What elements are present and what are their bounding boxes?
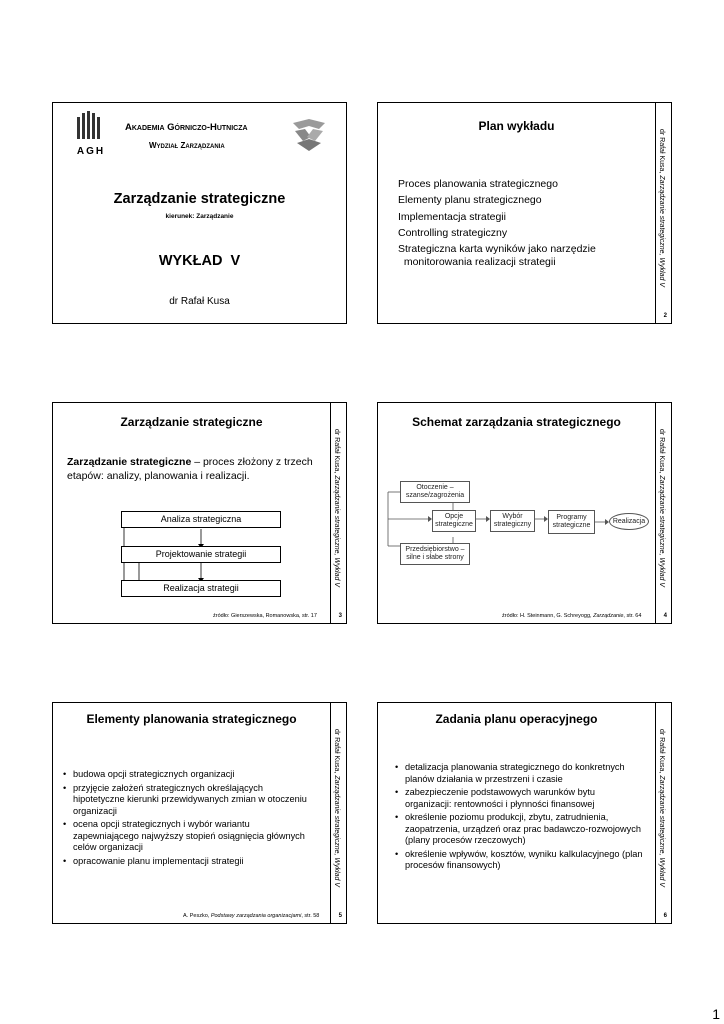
step-box: Projektowanie strategii [121,546,281,563]
slide-3 [52,402,347,624]
slide-sidebar [330,403,346,623]
slide-sidebar [330,703,346,923]
slide-2 [377,102,672,324]
slide-number: 3 [338,613,342,619]
slide-6 [377,702,672,924]
operational-plan-tasks-list [393,762,643,874]
planning-elements-list [61,769,311,869]
slide-4 [377,402,672,624]
plan-item: Elementy planu strategicznego [398,194,542,207]
slide-sidebar [655,103,671,323]
slide-title: Elementy planowania strategicznego [86,712,297,726]
slide-sidebar [655,703,671,923]
faculty-name: Wydział Zarządzania [149,141,225,150]
plan-item: Strategiczna karta wyników jako narzędzie [398,243,596,256]
slide-5 [52,702,347,924]
sidebar-text: dr Rafał Kusa, Zarządzanie strategiczne, Wykład V [658,429,665,587]
faculty-logo [289,117,329,153]
slide-title: Plan wykładu [478,119,555,133]
source-note: źródło: H. Steinmann, G. Schreyogg, Zarządzanie, str. 64 [502,613,642,619]
slide-1 [52,102,347,324]
faculty-emblem-icon [289,117,329,153]
list-item: • określenie wpływów, kosztów, wyniku kalkulacyjnego (plan procesów finansowych) [393,849,643,872]
list-item: • budowa opcji strategicznych organizacji [61,769,311,781]
course-subtitle: kierunek: Zarządzanie [165,213,234,220]
environment-box: Otoczenie – szanse/zagrożenia [400,481,470,503]
source-note: źródło: Gierszewska, Romanowska, str. 17 [213,613,317,619]
agh-logo-text: AGH [76,146,106,157]
slide-number: 2 [663,313,667,319]
lecture-number: WYKŁAD V [158,253,241,269]
programs-box: Programy strategiczne [548,510,595,534]
page-number: 1 [712,1006,720,1022]
slide-number: 5 [338,913,342,919]
slide-sidebar [655,403,671,623]
agh-emblem-icon [73,111,109,141]
course-title: Zarządzanie strategiczne [113,191,286,207]
sidebar-text: dr Rafał Kusa, Zarządzanie strategiczne, Wykład V [658,129,665,287]
list-item: • ocena opcji strategicznych i wybór wariantu zapewniającego najwyższy stopień osiągnięcia głównych celów organizacji [61,819,311,854]
slide-description: Zarządzanie strategiczne – proces złożony z trzech etapów: analizy, planowania i realizacji. [67,456,313,482]
slide-title: Zadania planu operacyjnego [435,712,598,726]
author-name: dr Rafał Kusa [169,296,230,307]
agh-logo [73,111,109,157]
sidebar-text: dr Rafał Kusa, Zarządzanie strategiczne, Wykład V [658,729,665,887]
sidebar-text: dr Rafał Kusa, Zarządzanie strategiczne, Wykład V [333,429,340,587]
sidebar-text: dr Rafał Kusa, Zarządzanie strategiczne, Wykład V [333,729,340,887]
realization-oval: Realizacja [609,513,649,530]
source-note: A. Peszko, Podstawy zarządzania organizacjami, str. 58 [183,913,320,919]
lecture-plan-list [398,176,596,267]
university-name: Akademia Górniczo-Hutnicza [125,122,248,133]
list-item: • opracowanie planu implementacji strategii [61,856,311,868]
plan-item: monitorowania realizacji strategii [398,256,556,269]
list-item: • określenie poziomu produkcji, zbytu, zatrudnienia, zaopatrzenia, urządzeń oraz prac badawczo-rozwojowych (plany procesów rzeczowych) [393,812,643,847]
list-item: • detalizacja planowania strategicznego do konkretnych planów działania w przestrzeni i czasie [393,762,643,785]
slide-title: Zarządzanie strategiczne [120,415,263,429]
slide-number: 4 [663,613,667,619]
plan-item: Proces planowania strategicznego [398,178,558,190]
plan-item: Controlling strategiczny [398,226,508,239]
plan-item: Implementacja strategii [398,210,506,223]
step-box: Realizacja strategii [121,580,281,597]
list-item: • zabezpieczenie podstawowych warunków bytu organizacji: rentowności i płynności finansowej [393,787,643,810]
slide-number: 6 [663,913,667,919]
options-box: Opcje strategiczne [432,510,476,532]
choice-box: Wybór strategiczny [490,510,535,532]
company-box: Przedsiębiorstwo – silne i słabe strony [400,543,470,565]
slide-title: Schemat zarządzania strategicznego [412,415,621,429]
list-item: • przyjęcie założeń strategicznych określających hipotetyczne kierunki przewidywanych zmian w otoczeniu organizacji [61,783,311,818]
step-box: Analiza strategiczna [121,511,281,528]
